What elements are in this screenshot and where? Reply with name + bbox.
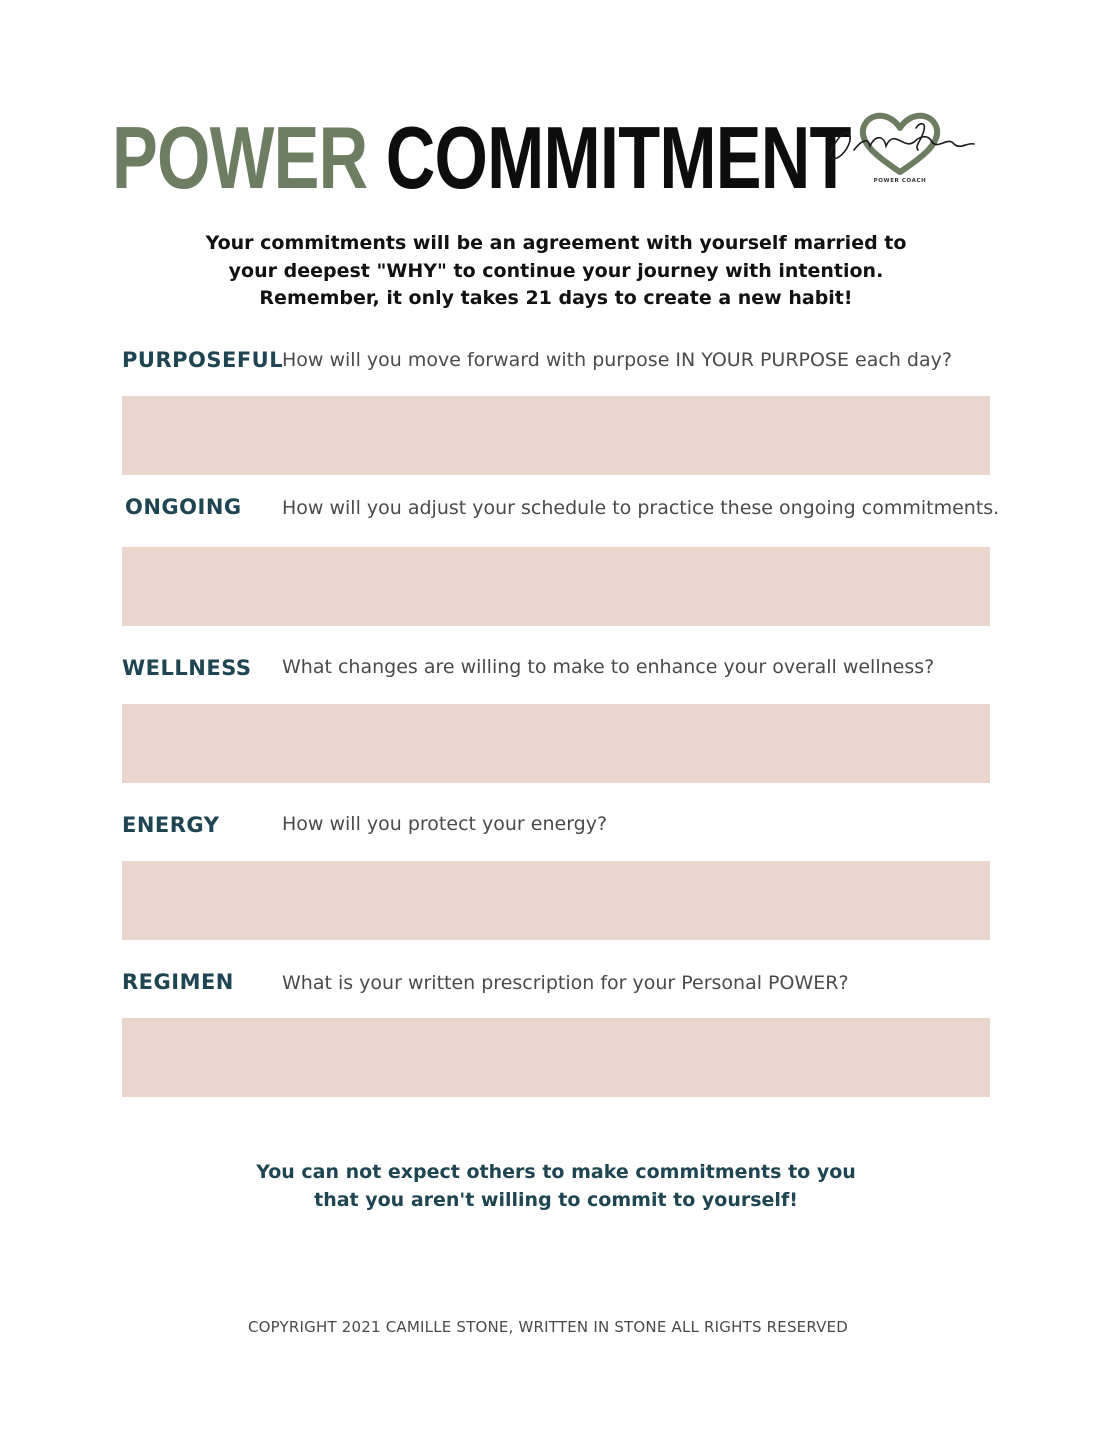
label-ongoing: ONGOING (125, 495, 242, 519)
question-wellness: What changes are willing to make to enhance your overall wellness? (282, 656, 935, 678)
intro-text (150, 230, 962, 313)
closing-line: that you aren't willing to commit to yourself! (314, 1189, 798, 1211)
logo-script-swash (830, 133, 974, 159)
label-energy: ENERGY (122, 813, 220, 837)
question-purposeful: How will you move forward with purpose IN YOUR PURPOSE each day? (282, 349, 952, 371)
title-power: POWER (112, 108, 368, 207)
intro-line: Your commitments will be an agreement with yourself married to (205, 232, 907, 254)
copyright-notice: COPYRIGHT 2021 CAMILLE STONE, WRITTEN IN STONE ALL RIGHTS RESERVED (247, 1318, 849, 1336)
intro-line: Remember, it only takes 21 days to create a new habit! (259, 287, 853, 309)
label-purposeful: PURPOSEFUL (122, 348, 284, 372)
logo-tagline: POWER COACH (873, 178, 927, 184)
label-wellness: WELLNESS (122, 656, 252, 680)
answer-box-ongoing[interactable] (122, 547, 990, 626)
question-regimen: What is your written prescription for your Personal POWER? (282, 972, 849, 994)
closing-quote (200, 1158, 912, 1214)
answer-box-regimen[interactable] (122, 1018, 990, 1097)
page-title (112, 108, 851, 208)
question-ongoing: How will you adjust your schedule to practice these ongoing commitments. (282, 497, 1000, 519)
label-regimen: REGIMEN (122, 970, 234, 994)
title-commitment: COMMITMENT (385, 108, 851, 207)
camille-stone-logo (824, 106, 980, 186)
answer-box-wellness[interactable] (122, 704, 990, 783)
heart-icon (863, 116, 937, 172)
intro-line: your deepest "WHY" to continue your journey with intention. (228, 259, 884, 282)
question-energy: How will you protect your energy? (282, 813, 608, 835)
closing-line: You can not expect others to make commitments to you (256, 1161, 856, 1183)
answer-box-purposeful[interactable] (122, 396, 990, 475)
answer-box-energy[interactable] (122, 861, 990, 940)
